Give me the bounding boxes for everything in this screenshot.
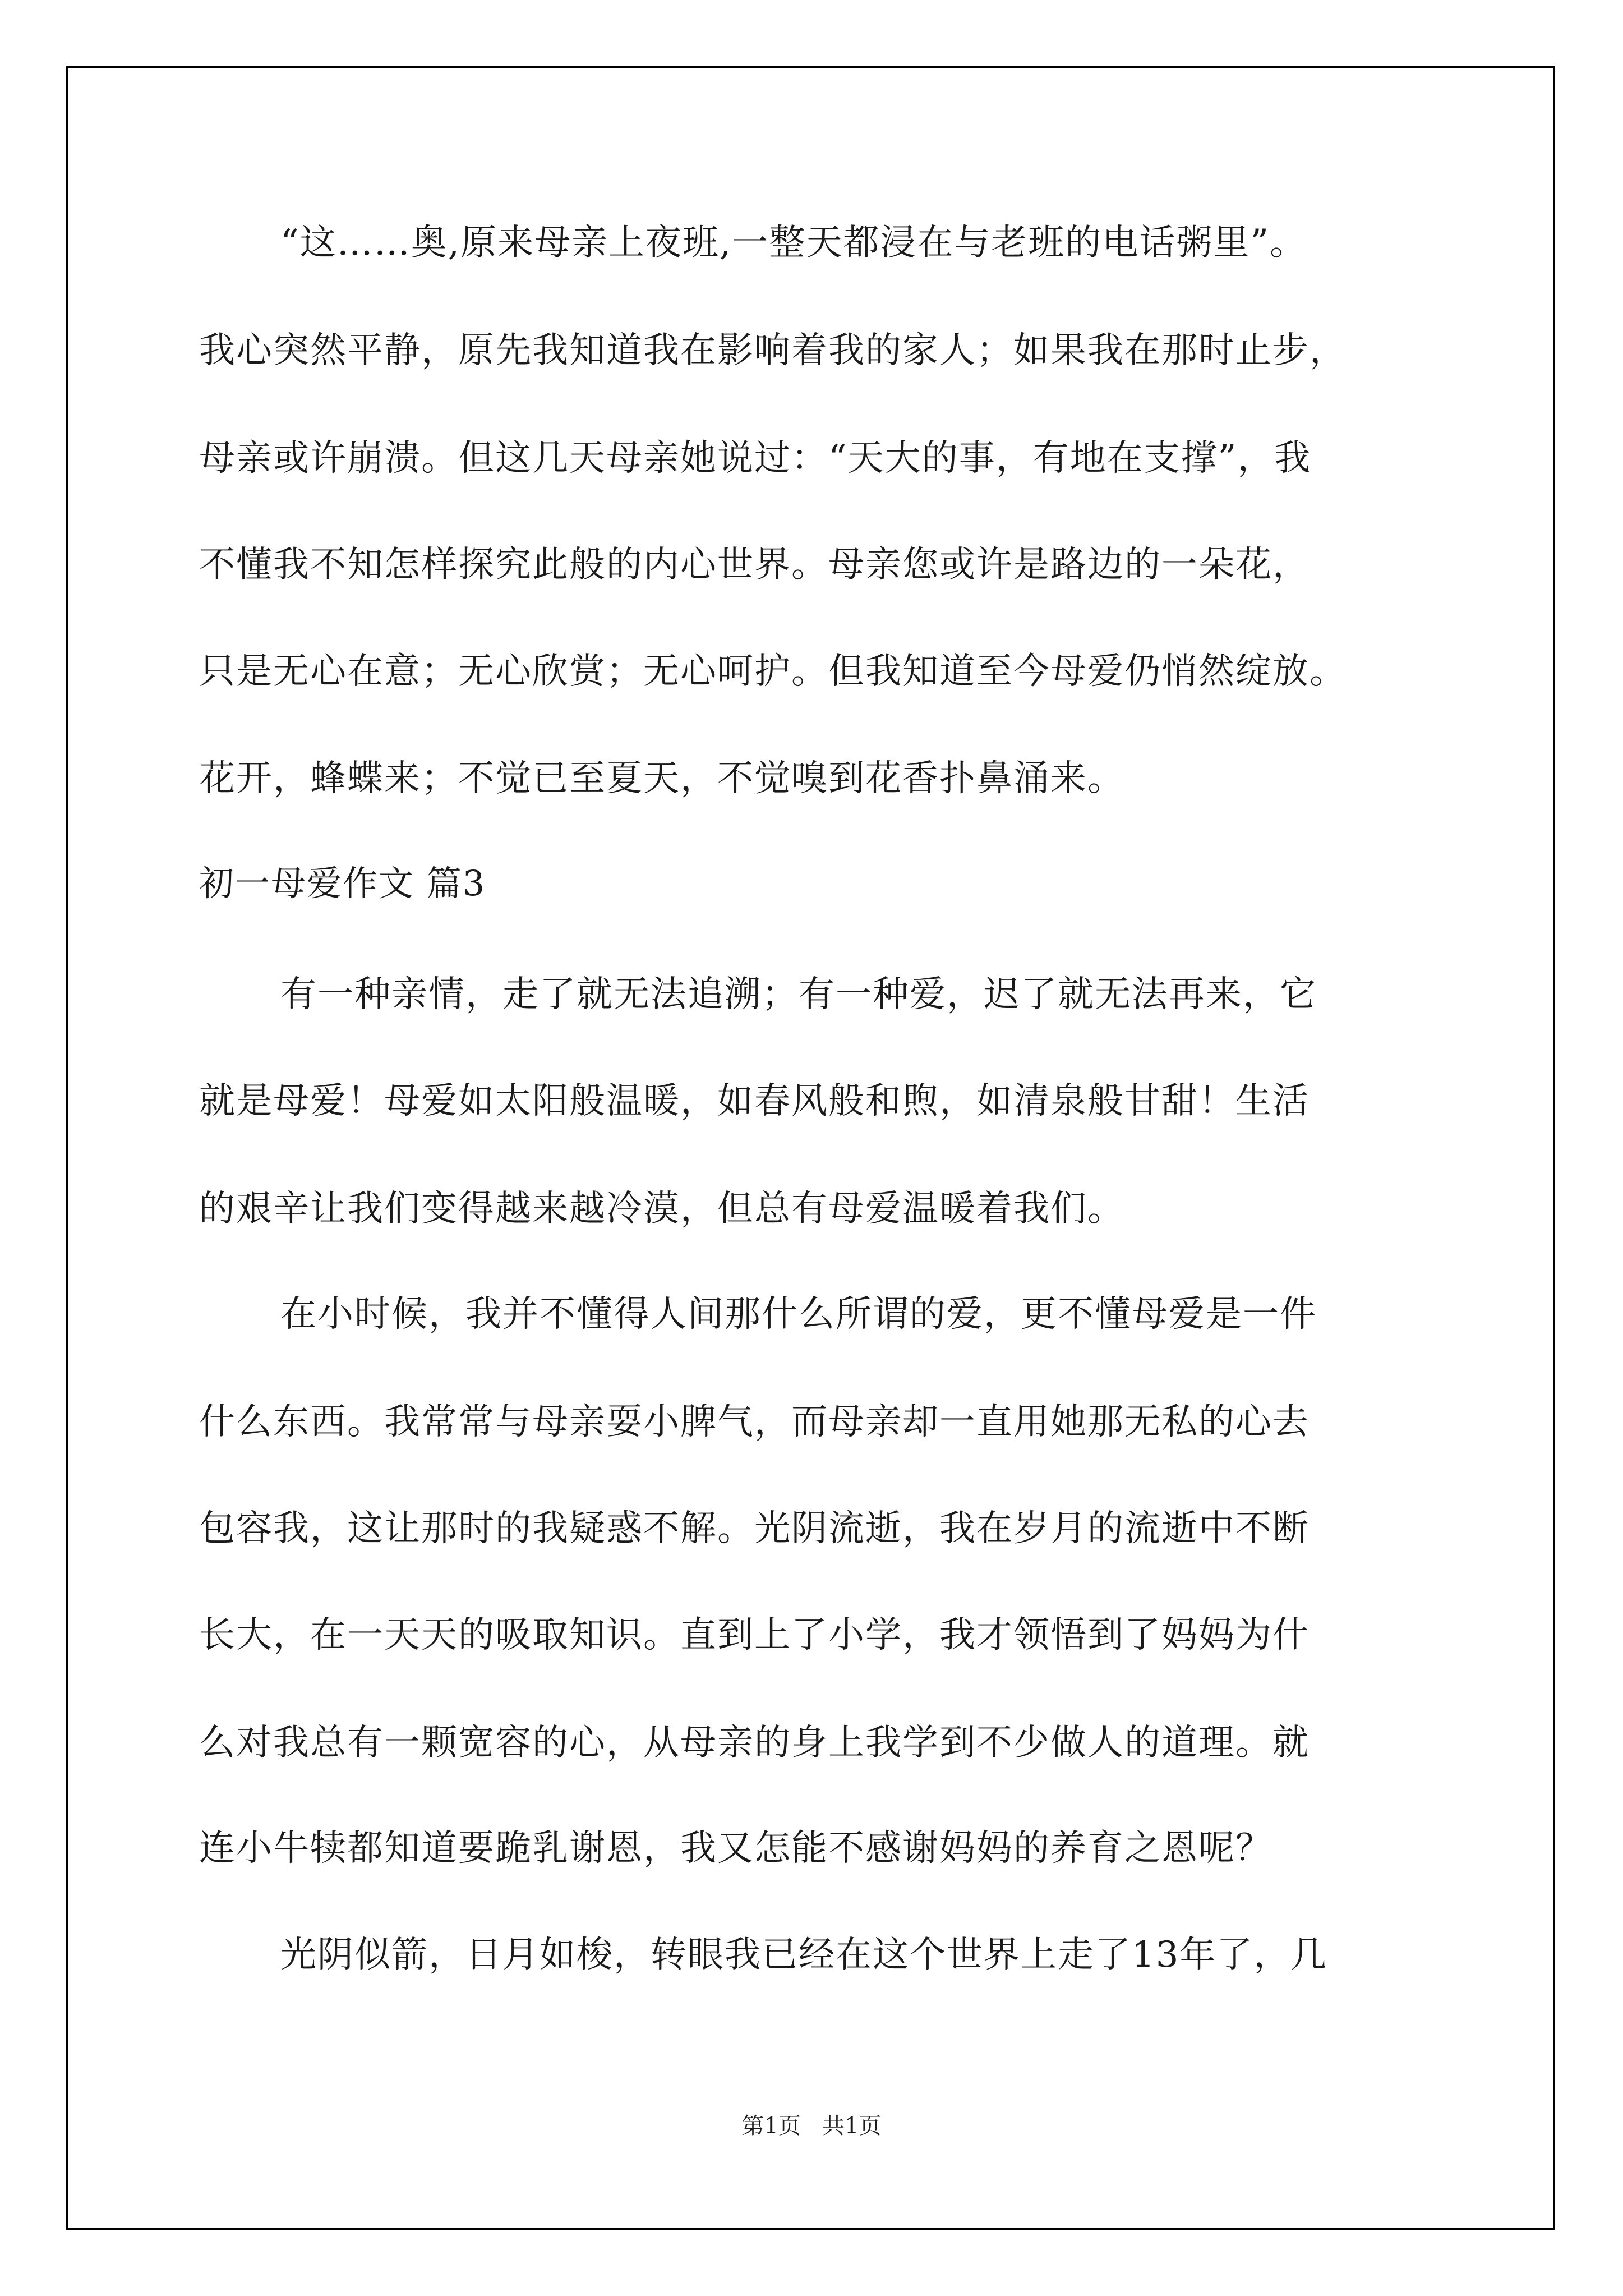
text-line-6: 花开，蜂蝶来；不觉已至夏天，不觉嗅到花香扑鼻涌来。 [199, 758, 1124, 799]
page-border [66, 66, 1555, 2230]
text-line-15: 么对我总有一颗宽容的心，从母亲的身上我学到不少做人的道理。就 [199, 1722, 1310, 1764]
text-line-1: “这……奥,原来母亲上夜班,一整天都浸在与老班的电话粥里”。 [280, 222, 1307, 264]
text-line-10: 的艰辛让我们变得越来越冷漠，但总有母爱温暖着我们。 [199, 1188, 1124, 1230]
text-line-5: 只是无心在意；无心欣赏；无心呵护。但我知道至今母爱仍悄然绽放。 [199, 651, 1347, 692]
text-line-8: 有一种亲情，走了就无法追溯；有一种爱，迟了就无法再来，它 [280, 974, 1317, 1015]
text-line-4: 不懂我不知怎样探究此般的内心世界。母亲您或许是路边的一朵花， [199, 544, 1310, 586]
text-line-17: 光阴似箭，日月如梭，转眼我已经在这个世界上走了13年了，几 [280, 1934, 1328, 1976]
text-line-3: 母亲或许崩溃。但这几天母亲她说过：“天大的事，有地在支撑”，我 [199, 438, 1312, 479]
text-line-9: 就是母爱！母爱如太阳般温暖，如春风般和煦，如清泉般甘甜！生活 [199, 1080, 1310, 1122]
text-line-11: 在小时候，我并不懂得人间那什么所谓的爱，更不懂母爱是一件 [280, 1294, 1317, 1335]
text-line-2: 我心突然平静，原先我知道我在影响着我的家人；如果我在那时止步， [199, 330, 1347, 371]
section-heading: 初一母爱作文 篇3 [199, 863, 486, 904]
page-footer: 第1页 共1页 [741, 2113, 882, 2139]
text-line-13: 包容我，这让那时的我疑惑不解。光阴流逝，我在岁月的流逝中不断 [199, 1508, 1310, 1549]
text-line-14: 长大，在一天天的吸取知识。直到上了小学，我才领悟到了妈妈为什 [199, 1614, 1310, 1656]
text-line-16: 连小牛犊都知道要跪乳谢恩，我又怎能不感谢妈妈的养育之恩呢？ [199, 1828, 1272, 1869]
text-line-12: 什么东西。我常常与母亲耍小脾气，而母亲却一直用她那无私的心去 [199, 1401, 1310, 1443]
